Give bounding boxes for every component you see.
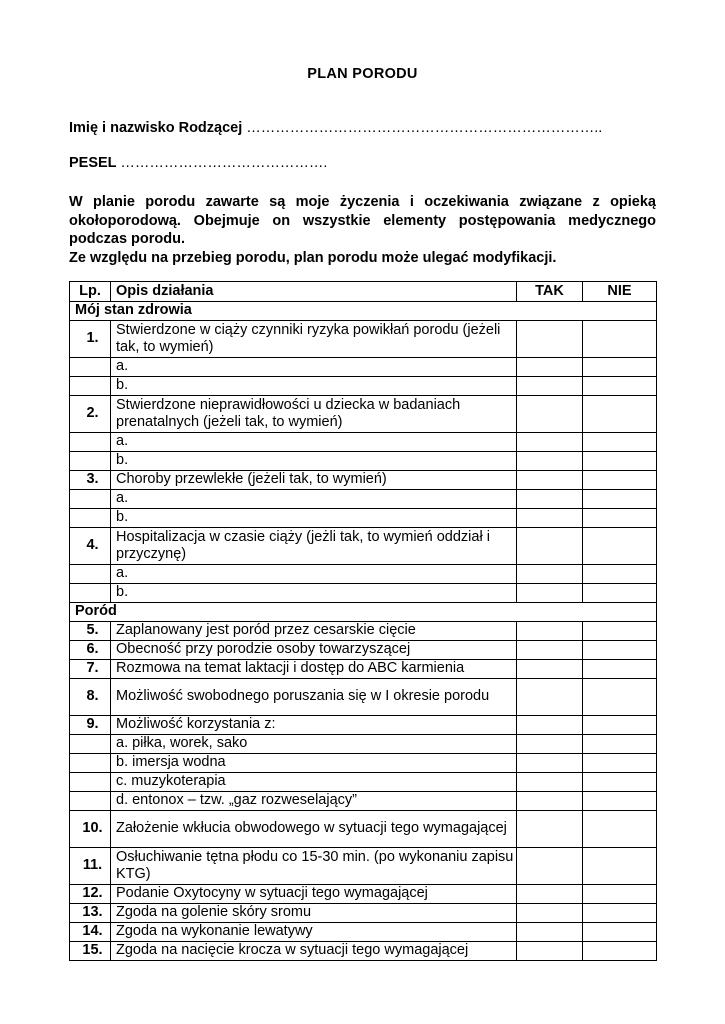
row-number: 13. [70,904,111,923]
pesel-label: PESEL [69,155,117,171]
row-number [70,509,111,528]
checkbox-yes-cell[interactable] [517,885,583,904]
row-number [70,433,111,452]
row-description: Zgoda na wykonanie lewatywy [111,923,517,942]
row-description: b. imersja wodna [111,754,517,773]
row-number [70,358,111,377]
checkbox-no-cell[interactable] [583,565,657,584]
table-row [70,490,657,509]
checkbox-yes-cell[interactable] [517,848,583,885]
row-number [70,565,111,584]
row-number: 5. [70,622,111,641]
checkbox-no-cell[interactable] [583,433,657,452]
table-row [70,565,657,584]
row-number: 2. [70,396,111,433]
checkbox-yes-cell[interactable] [517,716,583,735]
row-number: 9. [70,716,111,735]
name-label: Imię i nazwisko Rodzącej [69,120,243,136]
row-number [70,452,111,471]
checkbox-no-cell[interactable] [583,660,657,679]
checkbox-no-cell[interactable] [583,622,657,641]
row-description: Możliwość swobodnego poruszania się w I okresie porodu [111,679,517,716]
table-row [70,358,657,377]
table-row [70,321,657,358]
table-row [70,660,657,679]
row-description: b. [111,452,517,471]
name-blank[interactable]: ……………………………………………………………….. [246,120,603,136]
checkbox-no-cell[interactable] [583,811,657,848]
row-description: a. [111,358,517,377]
checkbox-no-cell[interactable] [583,641,657,660]
row-description: Stwierdzone nieprawidłowości u dziecka w badaniach prenatalnych (jeżeli tak, to wymień) [111,396,517,433]
checkbox-no-cell[interactable] [583,452,657,471]
pesel-field[interactable] [69,155,327,171]
checkbox-yes-cell[interactable] [517,396,583,433]
intro-text [69,193,656,267]
table-row [70,885,657,904]
table-row [70,433,657,452]
row-description: b. [111,377,517,396]
checkbox-yes-cell[interactable] [517,471,583,490]
document-title: PLAN PORODU [307,66,418,82]
table-row [70,452,657,471]
section-health-label: Mój stan zdrowia [70,302,657,321]
row-number: 11. [70,848,111,885]
checkbox-yes-cell[interactable] [517,679,583,716]
row-number: 14. [70,923,111,942]
table-row [70,716,657,735]
checkbox-yes-cell[interactable] [517,773,583,792]
table-row [70,754,657,773]
table-row [70,396,657,433]
checkbox-no-cell[interactable] [583,773,657,792]
checkbox-yes-cell[interactable] [517,735,583,754]
section-birth-label: Poród [70,603,657,622]
header-description: Opis działania [111,282,517,302]
checkbox-no-cell[interactable] [583,904,657,923]
table-row [70,641,657,660]
checkbox-yes-cell[interactable] [517,811,583,848]
pesel-blank[interactable]: ……………………………………. [120,155,328,171]
checkbox-no-cell[interactable] [583,471,657,490]
row-number: 3. [70,471,111,490]
checkbox-yes-cell[interactable] [517,490,583,509]
row-description: a. piłka, worek, sako [111,735,517,754]
intro-paragraph-1: W planie porodu zawarte są moje życzenia i oczekiwania związane z opieką okołoporodową. Obejmuje on wszystkie elementy postępowania medycznego podczas porodu. [69,194,656,247]
checkbox-no-cell[interactable] [583,735,657,754]
checkbox-no-cell[interactable] [583,716,657,735]
row-number: 12. [70,885,111,904]
row-description: Założenie wkłucia obwodowego w sytuacji tego wymagającej [111,811,517,848]
row-number [70,754,111,773]
section-row-health [70,302,657,321]
checkbox-no-cell[interactable] [583,754,657,773]
checkbox-yes-cell[interactable] [517,433,583,452]
row-number [70,792,111,811]
checkbox-yes-cell[interactable] [517,584,583,603]
checkbox-no-cell[interactable] [583,848,657,885]
row-description: Podanie Oxytocyny w sytuacji tego wymagającej [111,885,517,904]
row-number: 6. [70,641,111,660]
checkbox-no-cell[interactable] [583,792,657,811]
table-row [70,773,657,792]
checkbox-yes-cell[interactable] [517,452,583,471]
table-row [70,528,657,565]
checkbox-yes-cell[interactable] [517,754,583,773]
table-row [70,584,657,603]
row-description: Obecność przy porodzie osoby towarzyszącej [111,641,517,660]
row-number: 4. [70,528,111,565]
checkbox-yes-cell[interactable] [517,528,583,565]
checkbox-no-cell[interactable] [583,321,657,358]
checkbox-yes-cell[interactable] [517,509,583,528]
row-description: a. [111,490,517,509]
row-number [70,773,111,792]
checkbox-yes-cell[interactable] [517,641,583,660]
row-description: Zgoda na nacięcie krocza w sytuacji tego wymagającej [111,942,517,961]
name-field[interactable] [69,120,602,136]
table-row [70,622,657,641]
table-row [70,679,657,716]
row-description: c. muzykoterapia [111,773,517,792]
checkbox-yes-cell[interactable] [517,923,583,942]
checkbox-yes-cell[interactable] [517,622,583,641]
row-description: Hospitalizacja w czasie ciąży (jeżli tak, to wymień oddział i przyczynę) [111,528,517,565]
row-number: 8. [70,679,111,716]
checkbox-yes-cell[interactable] [517,321,583,358]
row-number [70,735,111,754]
row-number [70,584,111,603]
row-description: Stwierdzone w ciąży czynniki ryzyka powikłań porodu (jeżeli tak, to wymień) [111,321,517,358]
section-row-birth [70,603,657,622]
row-description: a. [111,565,517,584]
intro-paragraph-2: Ze względu na przebieg porodu, plan porodu może ulegać modyfikacji. [69,249,557,266]
row-description: Możliwość korzystania z: [111,716,517,735]
row-description: a. [111,433,517,452]
checkbox-no-cell[interactable] [583,942,657,961]
row-number: 1. [70,321,111,358]
table-row [70,471,657,490]
table-row [70,904,657,923]
checkbox-no-cell[interactable] [583,528,657,565]
table-row [70,792,657,811]
checkbox-yes-cell[interactable] [517,904,583,923]
row-number: 7. [70,660,111,679]
checkbox-no-cell[interactable] [583,885,657,904]
checkbox-no-cell[interactable] [583,490,657,509]
table-row [70,848,657,885]
row-number: 15. [70,942,111,961]
checkbox-no-cell[interactable] [583,358,657,377]
row-description: Rozmowa na temat laktacji i dostęp do ABC karmienia [111,660,517,679]
checkbox-no-cell[interactable] [583,584,657,603]
row-number [70,490,111,509]
checkbox-no-cell[interactable] [583,377,657,396]
table-row [70,942,657,961]
header-no: NIE [583,282,657,302]
row-description: Choroby przewlekłe (jeżeli tak, to wymień) [111,471,517,490]
table-row [70,509,657,528]
row-description: b. [111,584,517,603]
checkbox-yes-cell[interactable] [517,792,583,811]
row-description: b. [111,509,517,528]
checkbox-yes-cell[interactable] [517,660,583,679]
birth-plan-table [69,281,657,961]
row-description: Osłuchiwanie tętna płodu co 15-30 min. (po wykonaniu zapisu KTG) [111,848,517,885]
checkbox-no-cell[interactable] [583,396,657,433]
table-row [70,811,657,848]
row-description: d. entonox – tzw. „gaz rozweselający” [111,792,517,811]
table-row [70,735,657,754]
checkbox-no-cell[interactable] [583,923,657,942]
checkbox-yes-cell[interactable] [517,942,583,961]
row-description: Zgoda na golenie skóry sromu [111,904,517,923]
table-row [70,923,657,942]
checkbox-no-cell[interactable] [583,509,657,528]
checkbox-no-cell[interactable] [583,679,657,716]
checkbox-yes-cell[interactable] [517,565,583,584]
checkbox-yes-cell[interactable] [517,358,583,377]
row-number: 10. [70,811,111,848]
row-number [70,377,111,396]
header-lp: Lp. [70,282,111,302]
table-row [70,377,657,396]
header-yes: TAK [517,282,583,302]
checkbox-yes-cell[interactable] [517,377,583,396]
row-description: Zaplanowany jest poród przez cesarskie cięcie [111,622,517,641]
